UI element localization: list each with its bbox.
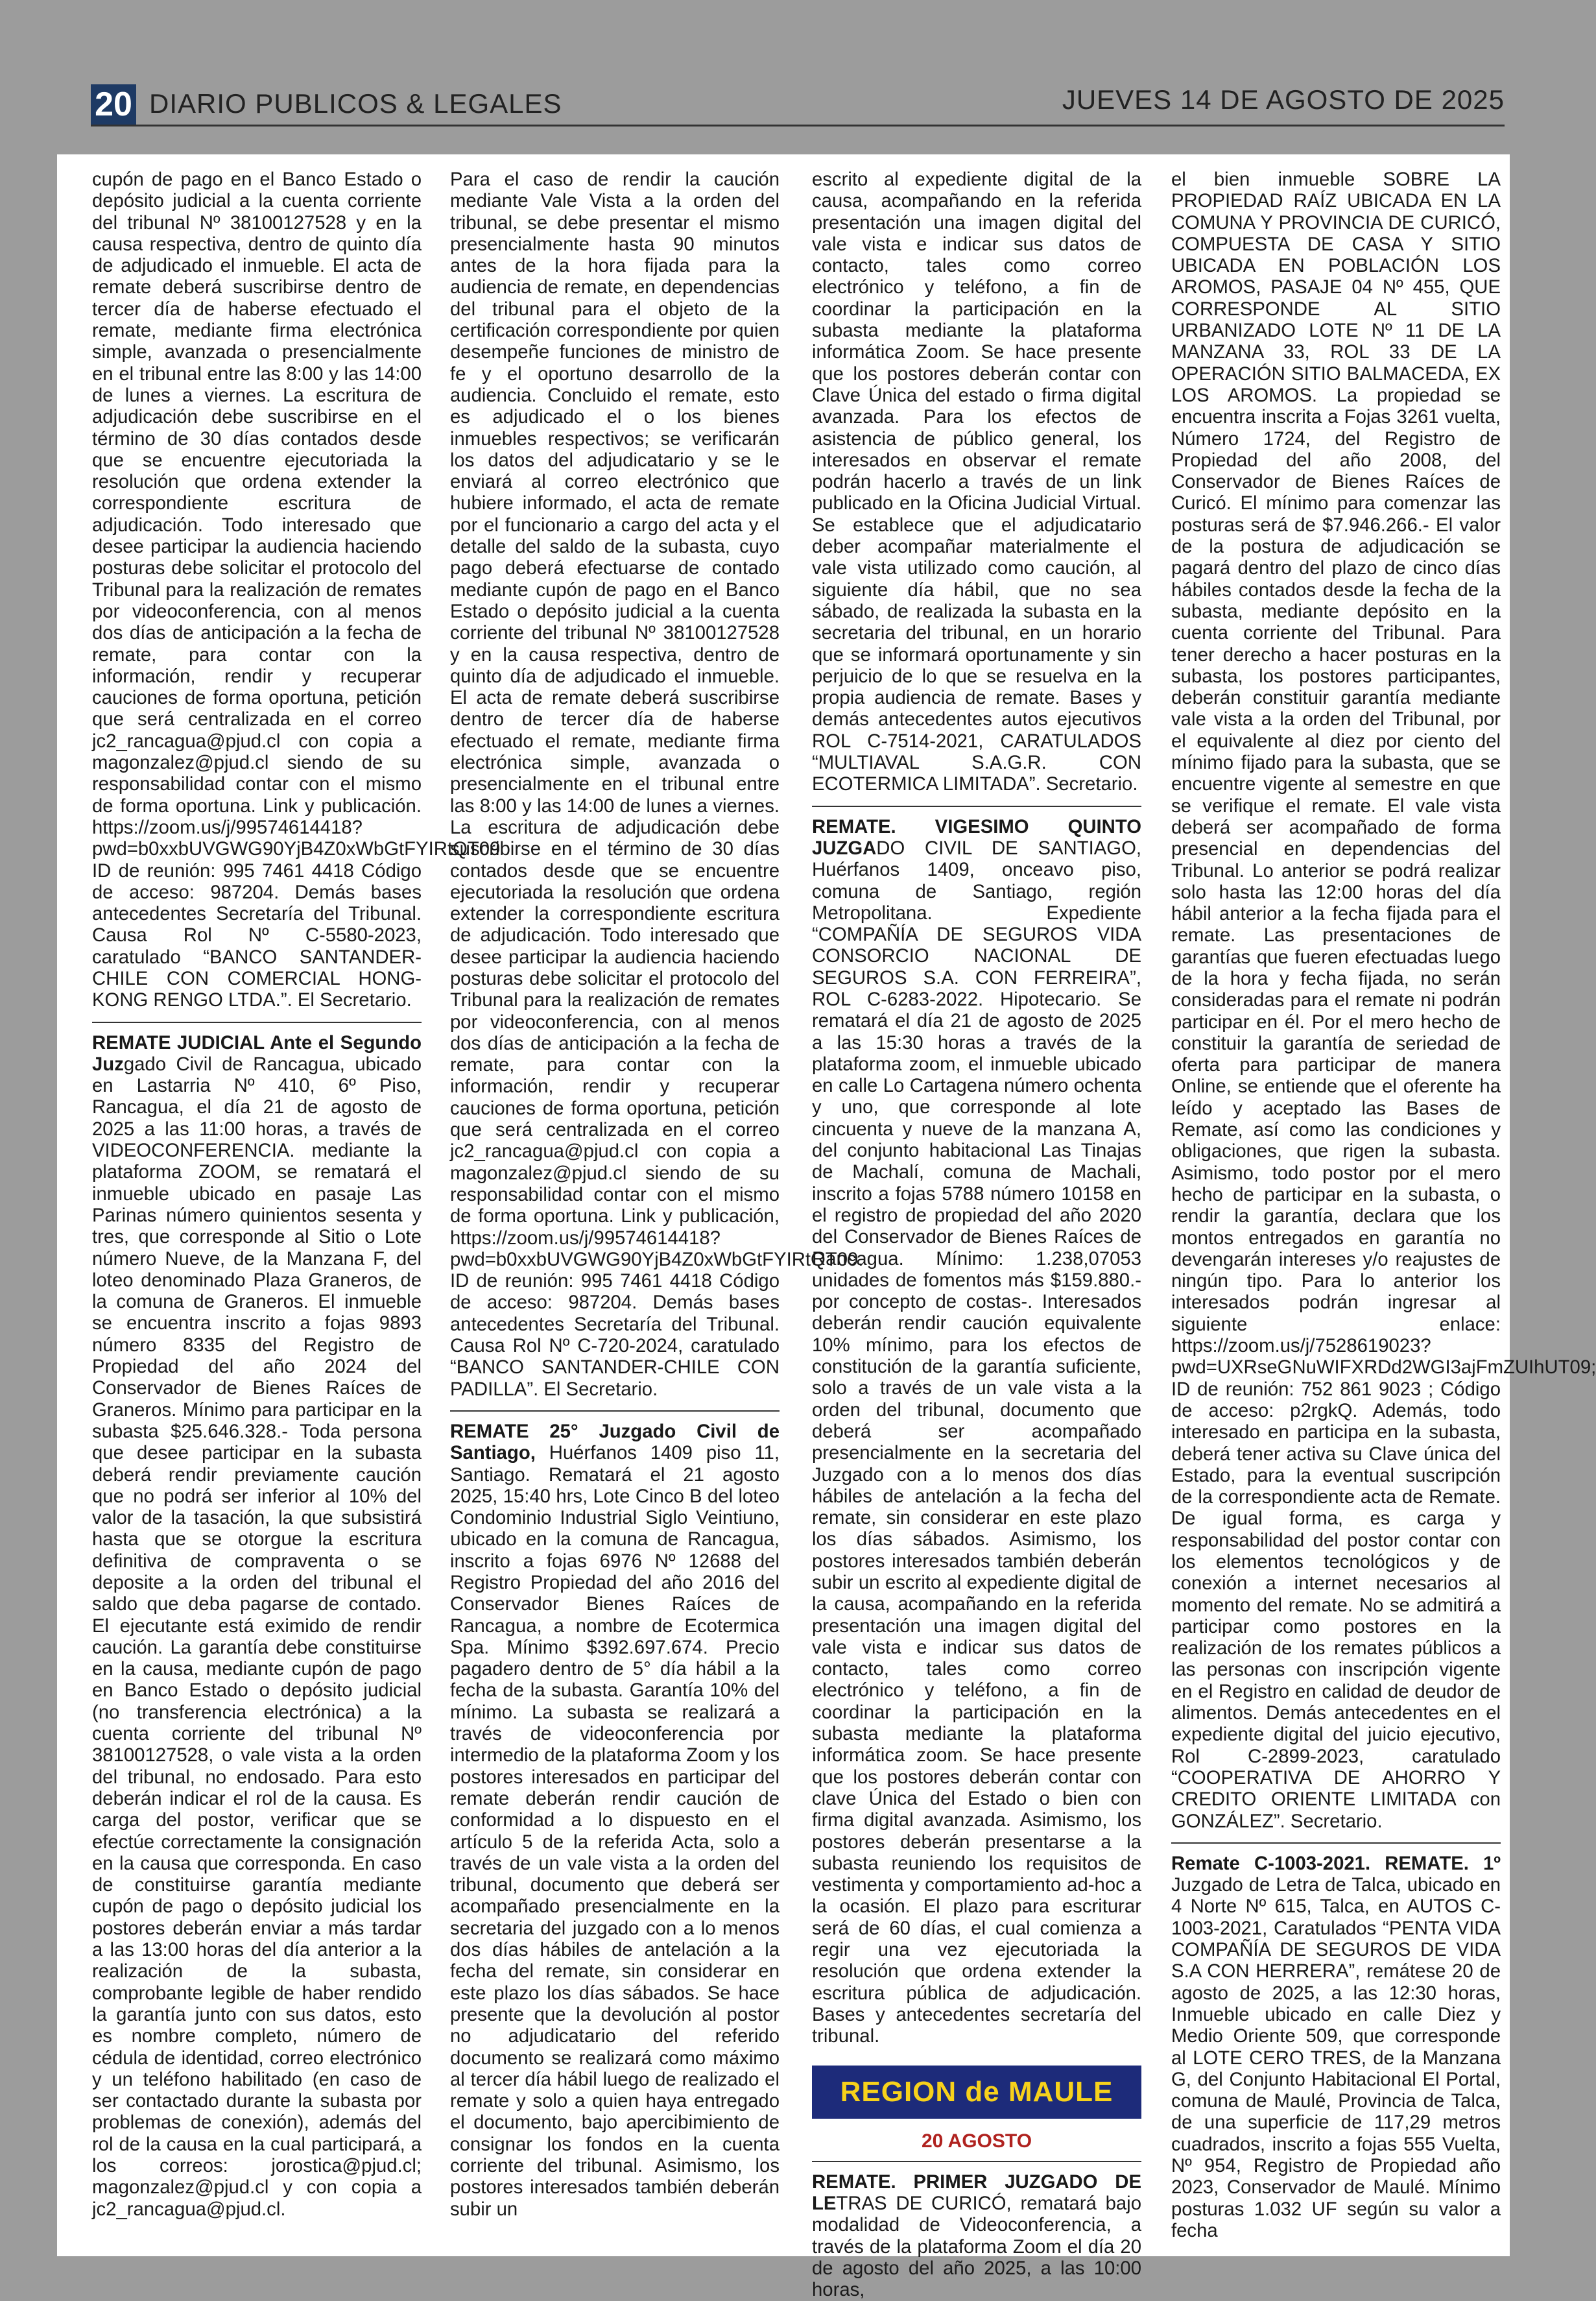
notice-body: gado Civil de Rancagua, ubicado en Lastarria Nº 410, 6º Piso, Rancagua, el día 21 de agosto de 2025 a las 11:00 horas, a través de VIDEOCONFERENCIA. mediante la plataforma ZOOM, se rematará el inmueble ubicado en pasaje Las Parinas número quinientos sesenta y tres, que corresponde al Sitio o Lote número Nueve, de la Manzana F, del loteo denominado Plaza Graneros, de la comuna de Graneros. El inmueble se encuentra inscrito a fojas 9893 número 8335 del Registro de Propiedad del año 2024 del Conservador de Bienes Raíces de Graneros. Mínimo para participar en la subasta $25.646.328.- Toda persona que desee participar en la subasta deberá rendir previamente caución que no podrá ser inferior al 10% del valor de la tasación, la que subsistirá hasta que se otorgue la escritura definitiva de compraventa o se deposite a la orden del tribunal el saldo que deba pagarse de contado. El ejecutante está eximido de rendir caución. La garantía debe constituirse en la causa, mediante cupón de pago en Banco Estado o depósito judicial (no transferencia electrónica) a la cuenta corriente del tribunal Nº 38100127528, o vale vista a la orden del tribunal, no endosado. Para esto deberán indicar el rol de la causa. Es carga del postor, verificar que se efectúe correctamente la consignación en la causa que corresponda. En caso de constituirse garantía mediante cupón de pago o depósito judicial los postores deberán enviar a más tardar a las 13:00 horas del día anterior a la realización de la subasta, comprobante legible de haber rendido la garantía junto con sus datos, esto es nombre completo, número de cédula de identidad, correo electrónico y un teléfono habilitado (en caso de ser contactado durante la subasta por problemas de conexión), además del rol de la causa en la cual participará, a los correos: jorostica@pjud.cl; magonzalez@pjud.cl y con copia a jc2_rancagua@pjud.cl. bbox=[92, 1053, 422, 2220]
notice-body: TRAS DE CURICÓ, rematará bajo modalidad de Videoconferencia, a través de la plataforma Zoom el día 20 de agosto del año 2025, a las 10:00 horas, bbox=[812, 2193, 1141, 2301]
notice-text: Para el caso de rendir la caución mediante Vale Vista a la orden del tribunal, se debe presentar el mismo presencialmente hasta 90 minutos antes de la hora fijada para la audiencia de remate, en dependencias del tribunal para el objeto de la certificación correspondiente por quien desempeñe funciones de ministro de fe y el oportuno desarrollo de la audiencia. Concluido el remate, esto es adjudicado el o los bienes inmuebles respectivos; se verificarán los datos del adjudicatario y se le enviará al correo electrónico que hubiere informado, el acta de remate por el funcionario a cargo del acta y el detalle del saldo de la subasta, cuyo pago deberá efectuarse de contado mediante cupón de pago en el Banco Estado o depósito judicial a la cuenta corriente del tribunal Nº 38100127528 y en la causa respectiva, dentro de quinto día de adjudicado el inmueble. El acta de remate deberá suscribirse dentro de tercer día de haberse efectuado el remate, mediante firma electrónica simple, avanzada o presencialmente en el tribunal entre las 8:00 y las 14:00 de lunes a viernes. La escritura de adjudicación debe suscribirse en el término de 30 días contados desde que se encuentre ejecutoriada la resolución que ordena extender la correspondiente escritura de adjudicación. Todo interesado que desee participar la audiencia haciendo posturas debe solicitar el protocolo del Tribunal para la realización de remates por videoconferencia, con al menos dos días de anticipación a la fecha de remate, para contar con la información, rendir y recuperar cauciones de forma oportuna, petición que será centralizada en el correo jc2_rancagua@pjud.cl con copia a magonzalez@pjud.cl siendo de su responsabilidad contar con el mismo de forma oportuna. Link y publicación, https://zoom.us/j/99574614418?pwd=b0xxbUVGWG90YjB4Z0xWbGtFYIRtQT09. ID de reunión: 995 7461 4418 Código de acceso: 987204. Demás bases antecedentes Secretaría del Tribunal. Causa Rol Nº C-720-2024, caratulado “BANCO SANTANDER-CHILE CON PADILLA”. El Secretario. bbox=[450, 169, 864, 1400]
column-2 bbox=[450, 169, 864, 2220]
notice-body: DO CIVIL DE SANTIAGO, Huérfanos 1409, onceavo piso, comuna de Santiago, región Metropolitana. Expediente “COMPAÑÍA DE SEGUROS VIDA CONSORCIO NACIONAL DE SEGUROS S.A. CON FERREIRA”, ROL C-6283-2022. Hipotecario. Se rematará el día 21 de agosto de 2025 a las 15:30 horas a través de la plataforma zoom, el inmueble ubicado en calle Lo Cartagena número ochenta y uno, que corresponde al lote cincuenta y nueve de la manzana A, del conjunto habitacional Las Tinajas de Machalí, comuna de Machali, inscrito a fojas 5788 número 10158 en el registro de propiedad del año 2020 del Conservador de Bienes Raíces de Rancagua. Mínimo: 1.238,07053 unidades de fomentos más $159.880.- por concepto de costas-. Interesados deberán rendir caución equivalente 10% mínimo, para los efectos de constitución de la garantía suficiente, solo a través de un vale vista a la orden del tribunal, documento que deberá ser acompañado presencialmente en la secretaria del Juzgado con a lo menos dos días hábiles de antelación a la fecha del remate, sin considerar en este plazo los días sábados. Asimismo, los postores interesados también deberán subir un escrito al expediente digital de la causa, acompañando en la referida presentación una imagen digital del vale vista e indicar sus datos de contacto, tales como correo electrónico y teléfono, a fin de coordinar la participación en la subasta mediante la plataforma informática zoom. Se hace presente que los postores deberán contar con clave Única del Estado o bien con firma digital avanzada. Asimismo, los postores deberán presentarse a la subasta reuniendo los requisitos de vestimenta y comportamiento ad-hoc a la ocasión. El plazo para escriturar será de 60 días, el cual comienza a regir una vez ejecutoriada la resolución que ordena extender la escritura pública de adjudicación. Bases y antecedentes secretaría del tribunal. bbox=[812, 837, 1141, 2047]
notice-text: cupón de pago en el Banco Estado o depósito judicial a la cuenta corriente del tribunal Nº 38100127528 y en la causa respectiva, dentro de quinto día de adjudicado el inmueble. El acta de remate deberá suscribirse dentro de tercer día de haberse efectuado el remate, mediante firma electrónica simple, avanzada o presencialmente en el tribunal entre las 8:00 y las 14:00 de lunes a viernes. La escritura de adjudicación debe suscribirse en el término de 30 días contados desde que se encuentre ejecutoriada la resolución que ordena extender la correspondiente escritura de adjudicación. Todo interesado que desee participar la audiencia haciendo posturas debe solicitar el protocolo del Tribunal para la realización de remates por videoconferencia, con al menos dos días de anticipación a la fecha de remate, para contar con la información, rendir y recuperar cauciones de forma oportuna, petición que será centralizada en el correo jc2_rancagua@pjud.cl con copia a magonzalez@pjud.cl siendo de su responsabilidad contar con el mismo de forma oportuna. Link y publicación. https://zoom.us/j/99574614418?pwd=b0xxbUVGWG90YjB4Z0xWbGtFYIRtQT09 ID de reunión: 995 7461 4418 Código de acceso: 987204. Demás bases antecedentes Secretaría del Tribunal. Causa Rol Nº C-5580-2023, caratulado “BANCO SANTANDER-CHILE CON COMERCIAL HONG-KONG RENGO LTDA.”. El Secretario. bbox=[92, 169, 501, 1011]
notice-text bbox=[1171, 1853, 1501, 2241]
publication-title: DIARIO PUBLICOS & LEGALES bbox=[149, 88, 562, 119]
notice-body: Huérfanos 1409 piso 11, Santiago. Rematará el 21 agosto 2025, 15:40 hrs, Lote Cinco B del loteo Condominio Industrial Siglo Veintiuno, ubicado en la comuna de Rancagua, inscrito a fojas 6976 Nº 12688 del Registro Propiedad del año 2016 del Conservador Bienes Raíces de Rancagua, a nombre de Ecotermica Spa. Mínimo $392.697.674. Precio pagadero dentro de 5° día hábil a la fecha de la subasta. Garantía 10% del mínimo. La subasta se realizará a través de videoconferencia por intermedio de la plataforma Zoom y los postores interesados en participar del remate deberán rendir caución de conformidad a lo dispuesto en el artículo 5 de la referida Acta, solo a través de un vale vista a la orden del tribunal, documento que deberá ser acompañado presencialmente en la secretaria del juzgado con a lo menos dos días hábiles de antelación a la fecha del remate, sin considerar en este plazo los días sábados. Se hace presente que la devolución al postor no adjudicatario del referido documento se realizará como máximo al tercer día hábil luego de realizado el remate y solo a quien haya entregado el documento, bajo apercibimiento de consignar los fondos en la cuenta corriente del tribunal. Asimismo, los postores interesados también deberán subir un bbox=[450, 1442, 780, 2220]
region-banner: REGION de MAULE bbox=[812, 2066, 1141, 2119]
notice-lead: REMATE 25° Juzgado Civil de Santiago, bbox=[450, 1420, 780, 1464]
section-date: 20 AGOSTO bbox=[812, 2130, 1141, 2162]
notice-text bbox=[812, 2171, 1141, 2301]
column-3 bbox=[812, 169, 1141, 2301]
issue-date: JUEVES 14 DE AGOSTO DE 2025 bbox=[1062, 84, 1505, 115]
notice-text: el bien inmueble SOBRE LA PROPIEDAD RAÍZ UBICADA EN LA COMUNA Y PROVINCIA DE CURICÓ, COMPUESTA DE CASA Y SITIO UBICADA EN POBLACIÓN LOS AROMOS, PASAJE 04 Nº 455, QUE CORRESPONDE AL SITIO URBANIZADO LOTE Nº 11 DE LA MANZANA 33, ROL 33 DE LA OPERACIÓN SITIO BALMACEDA, EX LOS AROMOS. La propiedad se encuentra inscrita a Fojas 3261 vuelta, Número 1724, del Registro de Propiedad del año 2008, del Conservador de Bienes Raíces de Curicó. El mínimo para comenzar las posturas será de $7.946.266.- El valor de la postura de adjudicación se pagará dentro del plazo de cinco días hábiles contados desde la fecha de la subasta, mediante depósito en la cuenta corriente del Tribunal. Para tener derecho a hacer posturas en la subasta, los postores participantes, deberán constituir garantía mediante vale vista a la orden del Tribunal, por el equivalente al diez por ciento del mínimo fijado para la subasta, que se encuentre vigente al semestre en que se verifique el remate. El vale vista deberá ser acompañado de forma presencial en dependencias del Tribunal. Lo anterior se podrá realizar solo hasta las 12:00 horas del día hábil anterior a la fecha fijada para el remate. Las presentaciones de garantías que fueren efectuadas luego de la hora y fecha fijada, no serán consideradas para el remate ni podrán participar en él. Por el mero hecho de constituir la garantía de seriedad de oferta para participar de manera Online, se entiende que el oferente ha leído y aceptado las Bases de Remate, así como las condiciones y obligaciones, que rigen la subasta. Asimismo, todo postor por el mero hecho de participar en la subasta, o rendir la garantía, declara que los montos entregados en garantía no devengarán intereses y/o reajustes de ningún tipo. Para lo anterior los interesados podrán ingresar al siguiente enlace: https://zoom.us/j/7528619023?pwd=UXRseGNuWIFXRDd2WGI3ajFmZUIhUT09; ID de reunión: 752 861 9023 ; Código de acceso: p2rgkQ. Además, todo interesado en participa en la subasta, deberá tener activa su Clave única del Estado, para la eventual suscripción de la correspondiente acta de Remate. De igual forma, es carga y responsabilidad del postor contar con los elementos tecnológicos y de conexión a internet necesarios al momento del remate. No se admitirá a participar como postores en la realización de los remates públicos a las personas con inscripción vigente en el Registro en calidad de deudor de alimentos. Demás antecedentes en el expediente digital del juicio ejecutivo, Rol C-2899-2023, caratulado “COOPERATIVA DE AHORRO Y CREDITO ORIENTE LIMITADA con GONZÁLEZ”. Secretario. bbox=[1171, 169, 1596, 1832]
notice-lead: Remate C-1003-2021. REMATE. 1º bbox=[1171, 1852, 1501, 1874]
page-number: 20 bbox=[91, 84, 136, 125]
notice-text bbox=[812, 816, 1141, 2047]
notice-divider bbox=[92, 1022, 422, 1023]
notice-lead: REMATE. PRIMER JUZGADO DE LE bbox=[812, 2171, 1141, 2215]
notice-lead: REMATE JUDICIAL Ante el Segundo Juz bbox=[92, 1031, 422, 1075]
column-1 bbox=[92, 169, 501, 2220]
notice-divider bbox=[812, 806, 1141, 807]
notice-divider bbox=[1171, 1842, 1501, 1844]
notice-divider bbox=[450, 1410, 780, 1412]
notice-lead: REMATE. VIGESIMO QUINTO JUZGA bbox=[812, 815, 1141, 859]
notice-body: Juzgado de Letra de Talca, ubicado en 4 Norte Nº 615, Talca, en AUTOS C-1003-2021, Caratulados “PENTA VIDA COMPAÑÍA DE SEGUROS DE VIDA S.A CON HERRERA”, remátese 20 de agosto de 2025, a las 12:30 horas, Inmueble ubicado en calle Diez y Medio Oriente 509, que corresponde al LOTE CERO TRES, de la Manzana G, del Conjunto Habitacional El Portal, comuna de Maulé, Provincia de Talca, de una superficie de 117,29 metros cuadrados, inscrito a fojas 555 Vuelta, Nº 954, Registro de Propiedad año 2023, Conservador de Maulé. Mínimo posturas 1.032 UF según su valor a fecha bbox=[1171, 1874, 1501, 2241]
notice-text: escrito al expediente digital de la causa, acompañando en la referida presentación una imagen digital del vale vista e indicar sus datos de contacto, tales como correo electrónico y teléfono, a fin de coordinar la participación en la subasta mediante la plataforma informática Zoom. Se hace presente que los postores deberán contar con Clave Única del estado o firma digital avanzada. Para los efectos de asistencia de público general, los interesados en observar el remate podrán hacerlo a través de un link publicado en la Oficina Judicial Virtual. Se establece que el adjudicatario deber acompañar materialmente el vale vista utilizado como caución, al siguiente día hábil, que no sea sábado, de realizada la subasta en la secretaria del tribunal, en un horario que se informará oportunamente y sin perjuicio de lo que se resuelva en la propia audiencia de remate. Bases y demás antecedentes autos ejecutivos ROL C-7514-2021, CARATULADOS “MULTIAVAL S.A.G.R. CON ECOTERMICA LIMITADA”. Secretario. bbox=[812, 169, 1141, 795]
page-sheet bbox=[57, 154, 1596, 2301]
column-4 bbox=[1171, 169, 1596, 2241]
notice-text bbox=[92, 1032, 422, 2220]
notice-text bbox=[450, 1421, 780, 2220]
page-header bbox=[91, 79, 1505, 126]
